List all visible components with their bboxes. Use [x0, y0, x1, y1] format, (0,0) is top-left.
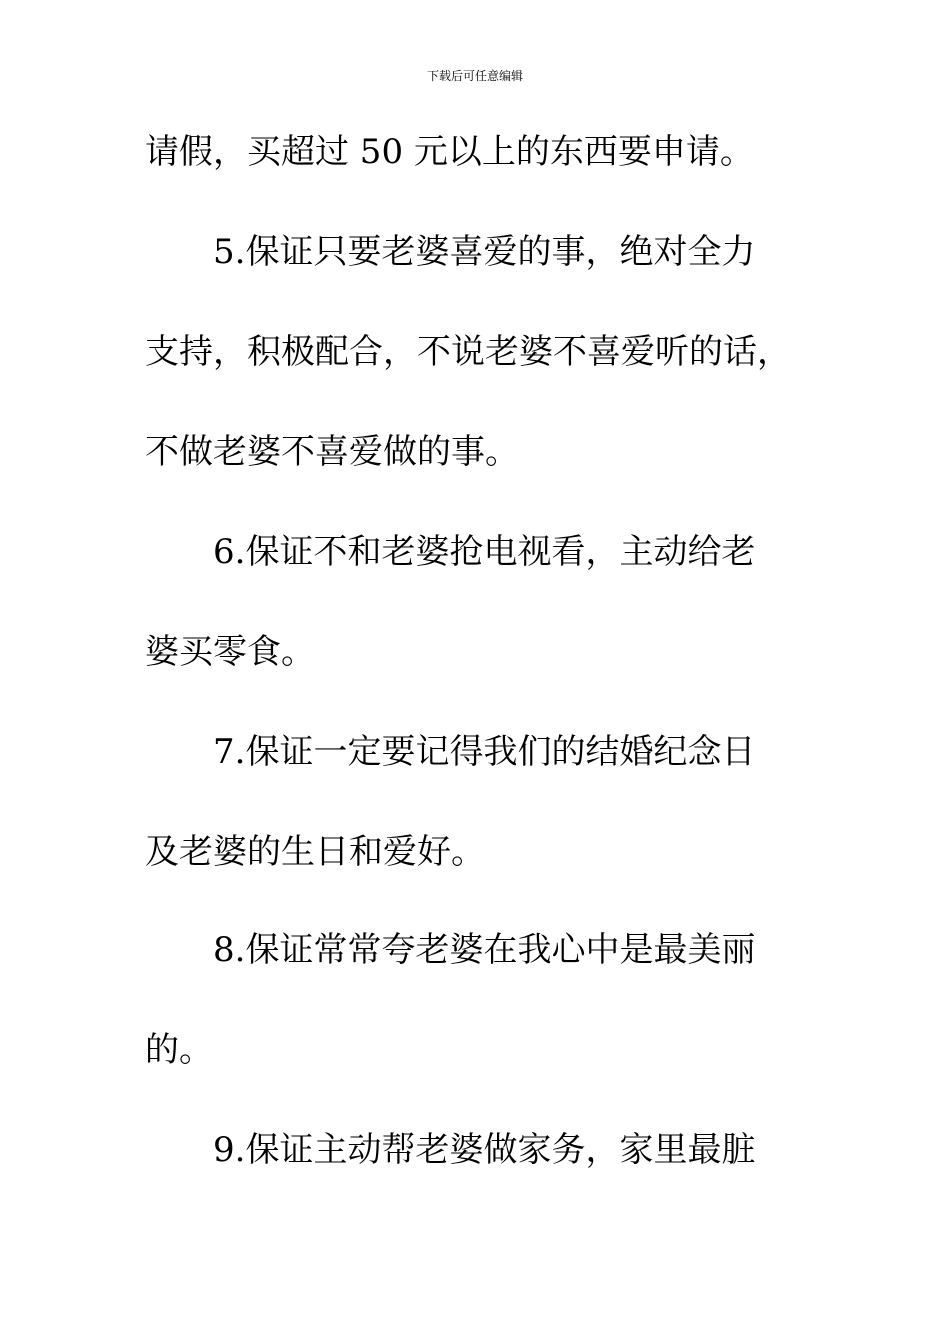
text-line: 及老婆的生日和爱好。 [145, 832, 485, 872]
text-line: 5.保证只要老婆喜爱的事，绝对全力 [213, 232, 756, 272]
text-line: 支持，积极配合，不说老婆不喜爱听的话， [145, 332, 791, 372]
text-line: 7.保证一定要记得我们的结婚纪念日 [213, 732, 756, 772]
page-header: 下载后可任意编辑 [426, 69, 523, 83]
text-line: 婆买零食。 [145, 632, 315, 672]
text-line: 8.保证常常夸老婆在我心中是最美丽 [213, 930, 756, 970]
text-line: 6.保证不和老婆抢电视看，主动给老 [213, 532, 756, 572]
text-line: 不做老婆不喜爱做的事。 [145, 432, 519, 472]
text-line: 9.保证主动帮老婆做家务，家里最脏 [213, 1130, 756, 1170]
text-line: 的。 [145, 1030, 213, 1070]
text-line: 请假，买超过 50 元以上的东西要申请。 [145, 132, 754, 172]
